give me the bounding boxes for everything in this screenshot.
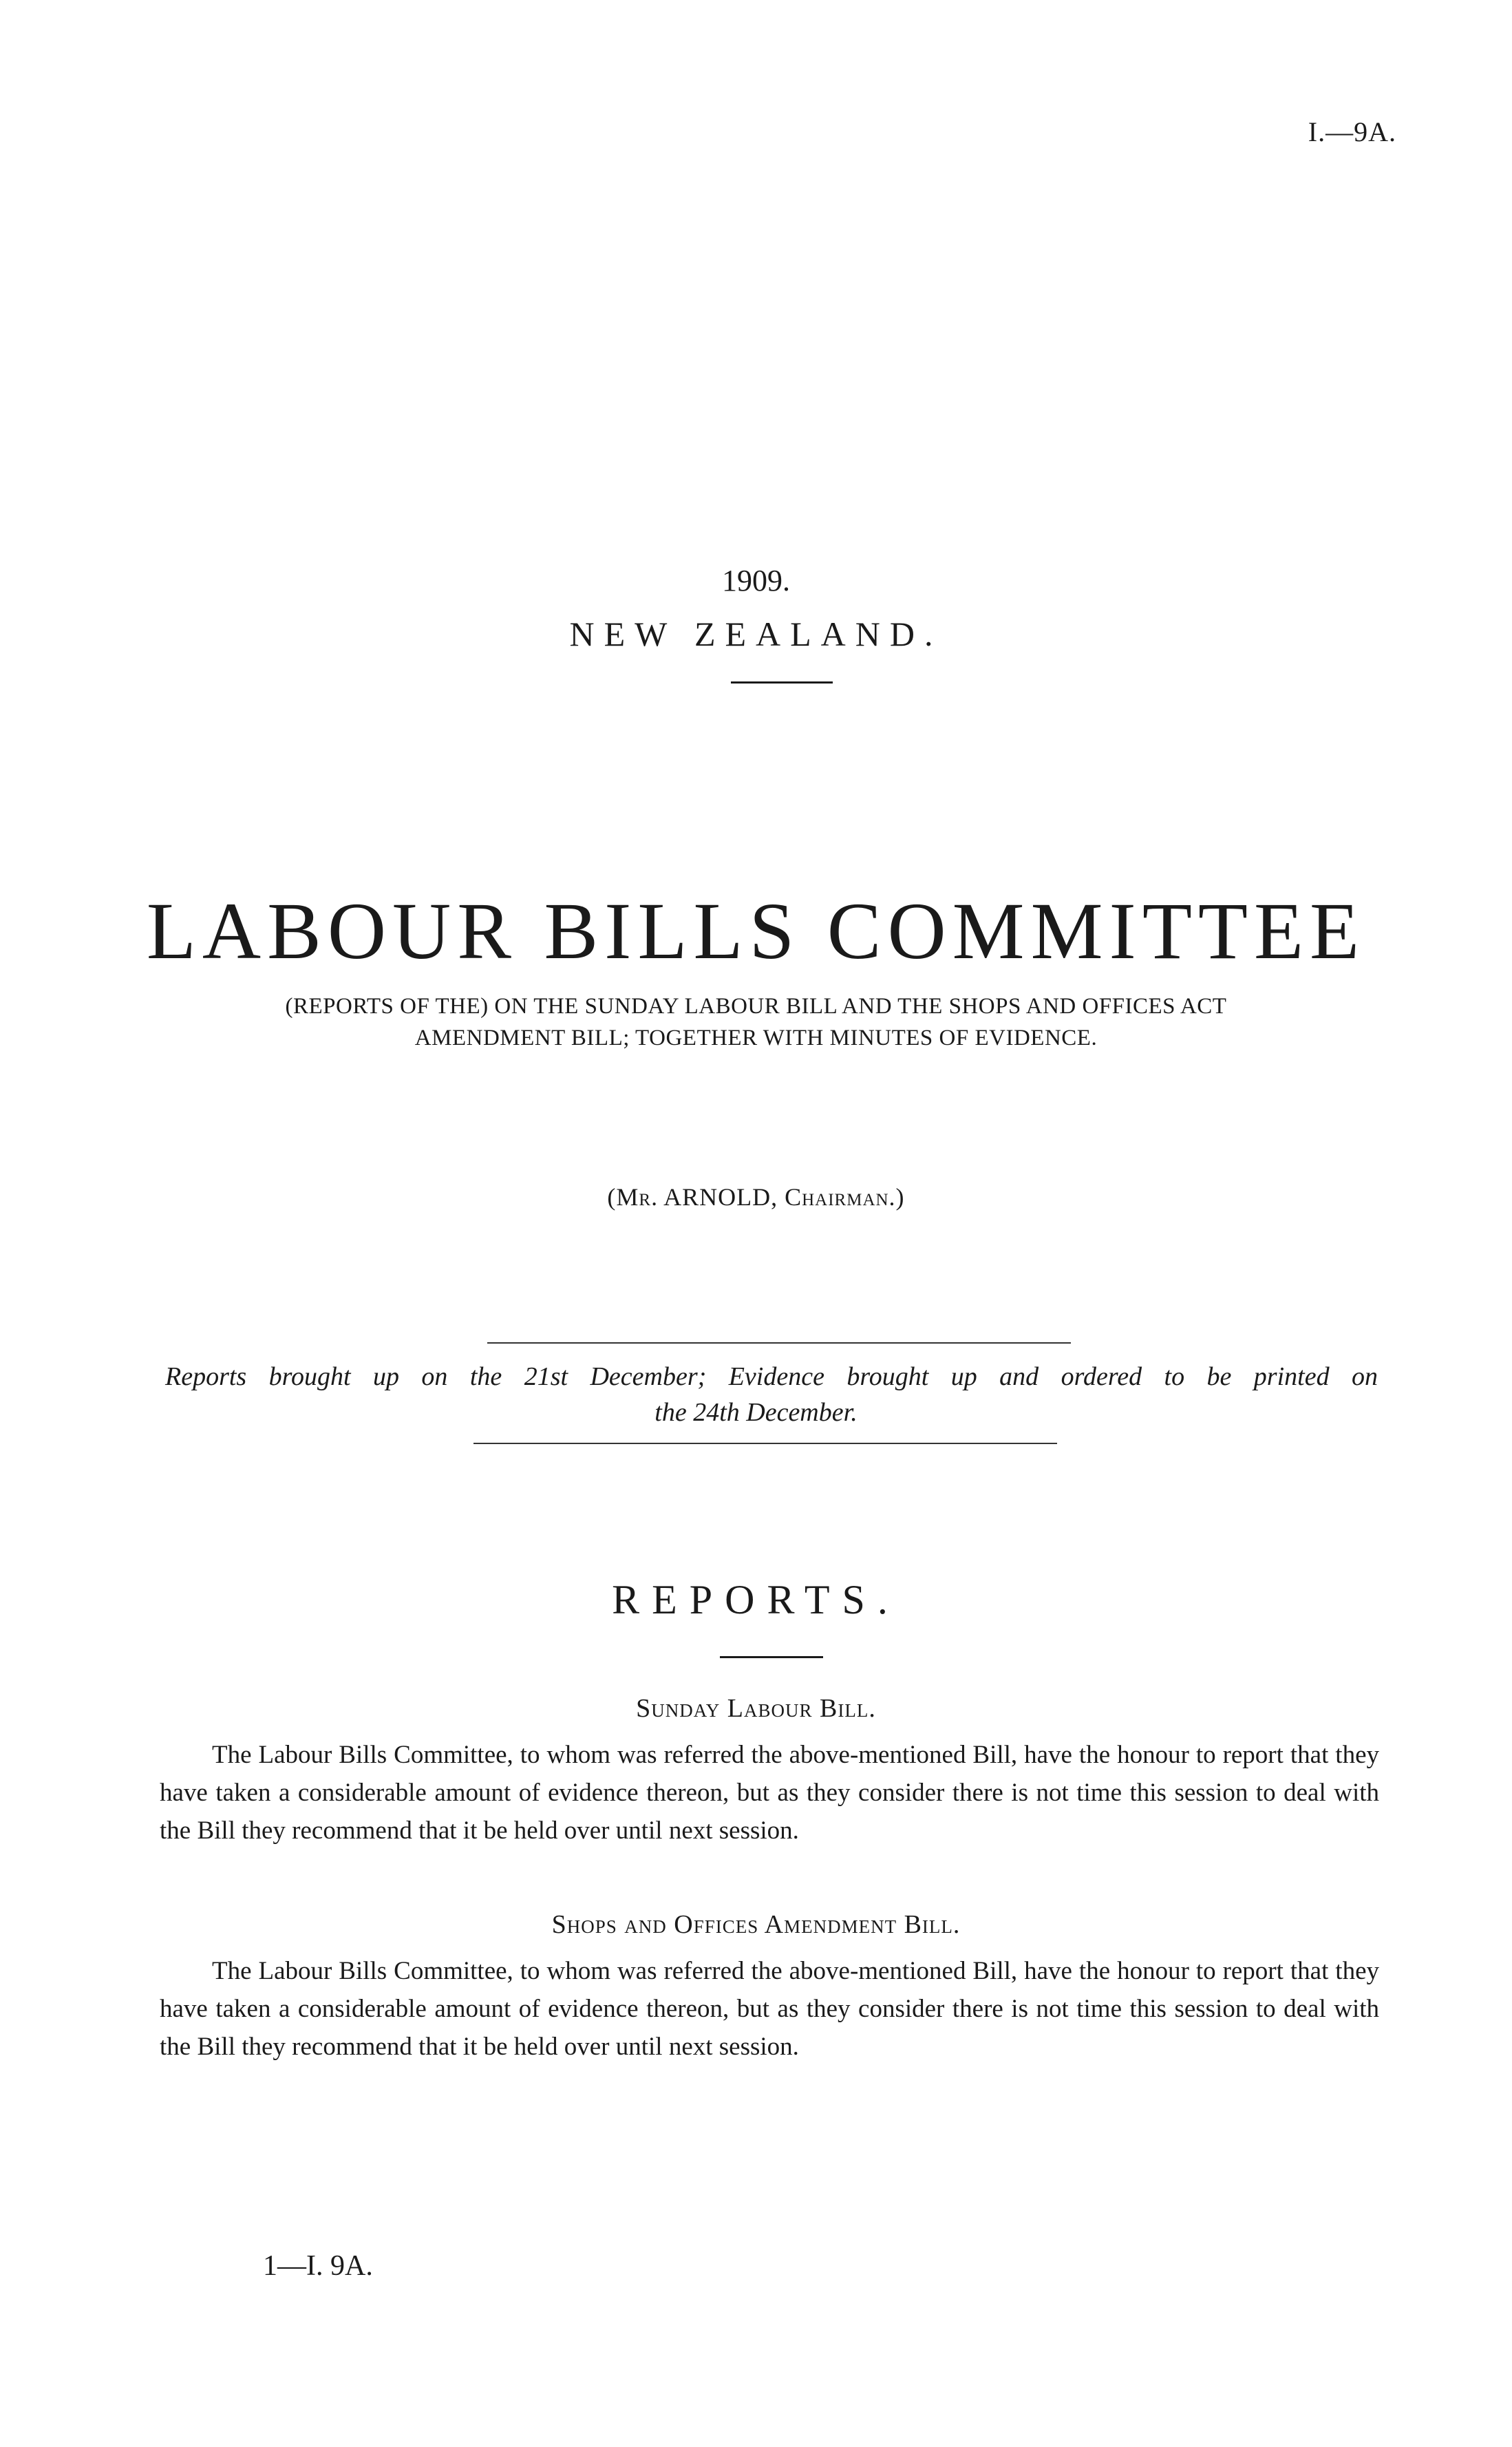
main-title: LABOUR BILLS COMMITTEE xyxy=(146,886,1366,976)
brought-up-line-2: the 24th December. xyxy=(654,1398,858,1427)
divider-rule xyxy=(473,1443,1057,1444)
year: 1909. xyxy=(722,564,790,597)
section-heading-sunday-labour-bill: Sunday Labour Bill. xyxy=(636,1694,876,1723)
section-body-sunday-labour-bill: The Labour Bills Committee, to whom was referred the above-mentioned Bill, have the honour to report that they have taken a considerable amount of evidence thereon, but as they consider there is not time this session to deal with the Bill they recommend that it be held over until next session. xyxy=(160,1741,1379,1845)
divider-rule xyxy=(731,681,833,684)
divider-rule xyxy=(487,1342,1071,1344)
section-body-shops-offices-bill: The Labour Bills Committee, to whom was referred the above-mentioned Bill, have the honour to report that they have taken a considerable amount of evidence thereon, but as they consider there is not time this session to deal with the Bill they recommend that it be held over until next session. xyxy=(160,1957,1379,2061)
chairman-note: (Mr. ARNOLD, Chairman.) xyxy=(607,1183,905,1211)
footer-signature: 1—I. 9A. xyxy=(263,2250,373,2282)
reports-heading: REPORTS. xyxy=(612,1577,900,1622)
brought-up-line-1: Reports brought up on the 21st December; Evidence brought up and ordered to be printed on xyxy=(165,1362,1378,1391)
subtitle-line-2: AMENDMENT BILL; TOGETHER WITH MINUTES OF EVIDENCE. xyxy=(414,1026,1098,1050)
country: NEW ZEALAND. xyxy=(569,615,943,653)
section-heading-shops-offices-bill: Shops and Offices Amendment Bill. xyxy=(551,1910,961,1939)
subtitle-line-1: (REPORTS OF THE) ON THE SUNDAY LABOUR BILL AND THE SHOPS AND OFFICES ACT xyxy=(285,994,1227,1019)
divider-rule xyxy=(720,1656,823,1658)
page-reference: I.—9A. xyxy=(1308,116,1396,147)
